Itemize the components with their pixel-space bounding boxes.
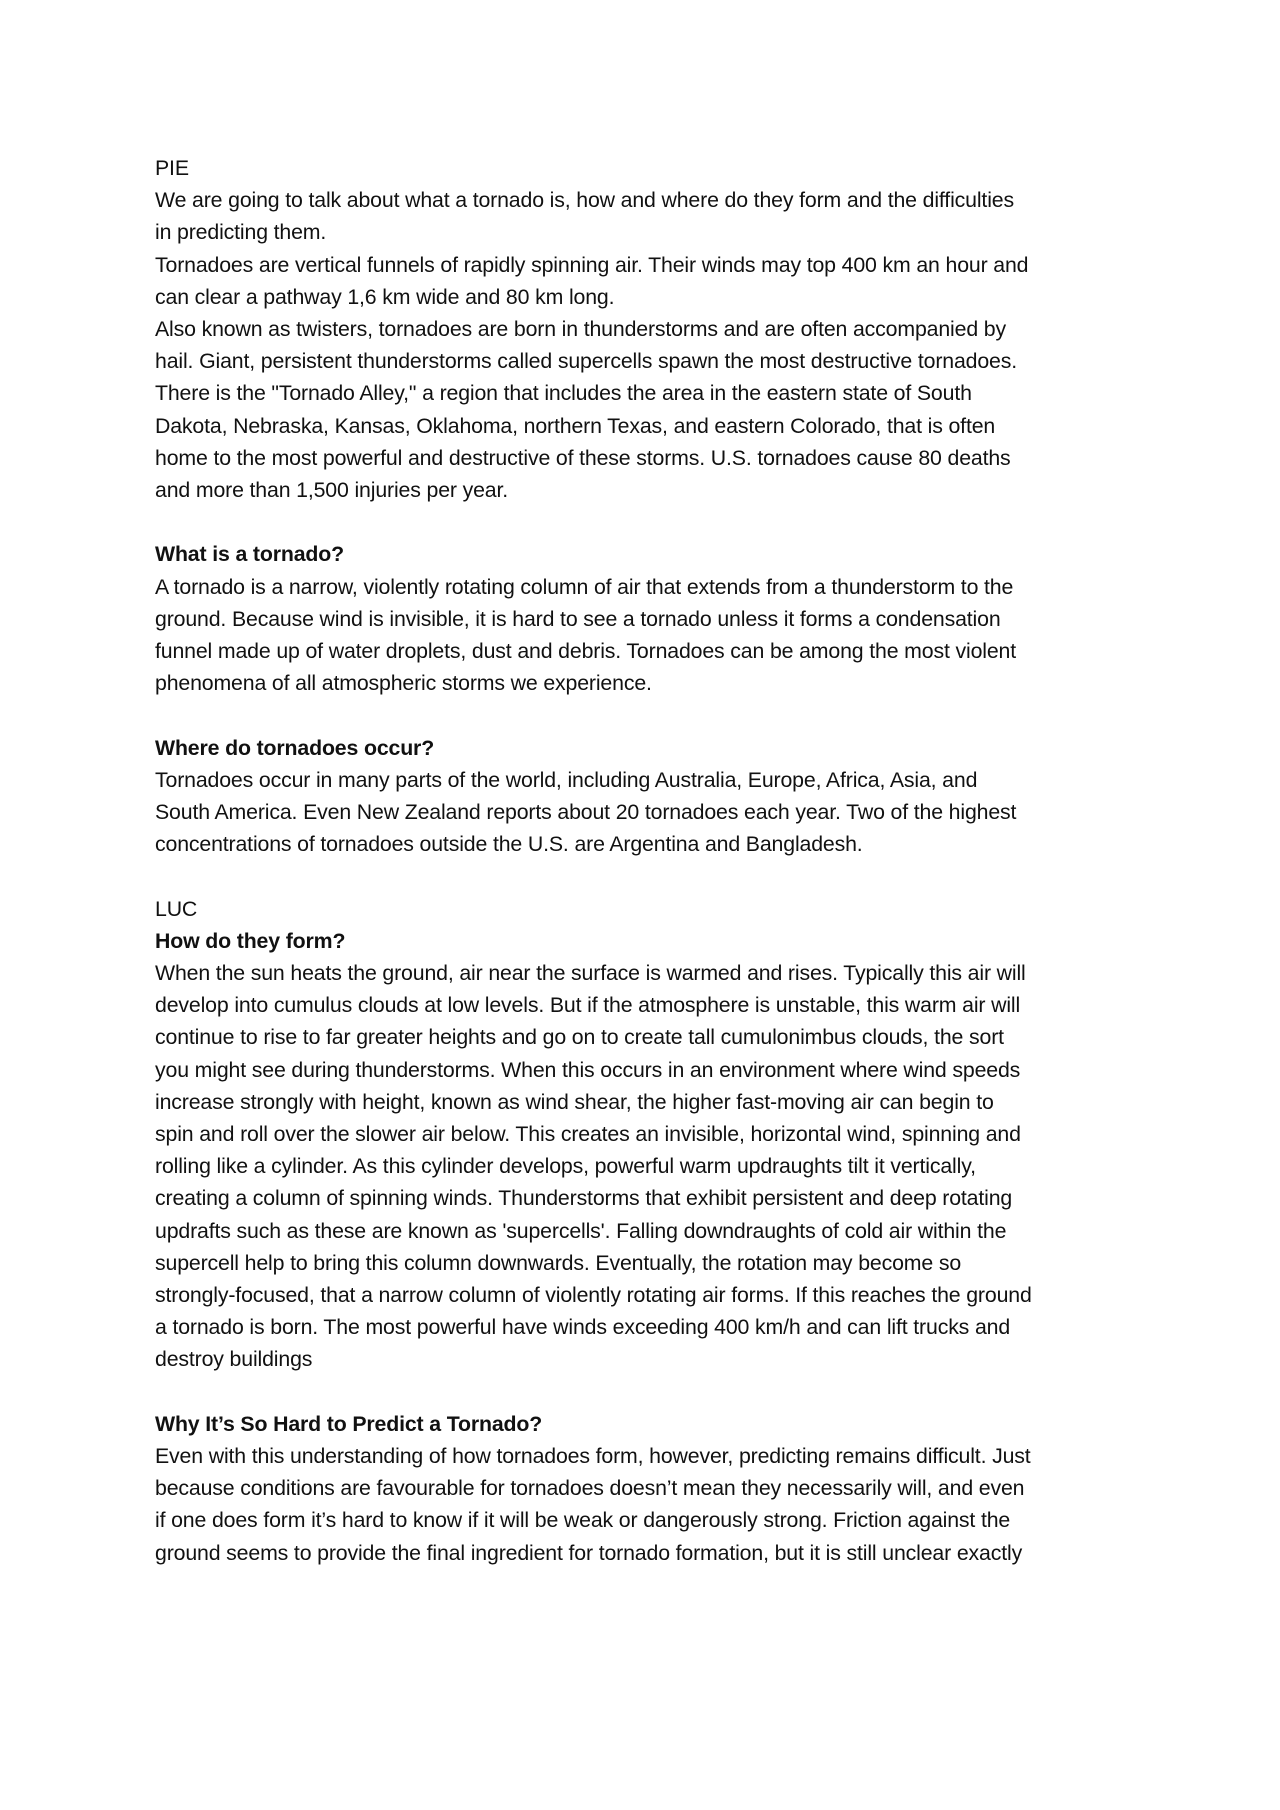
- text-line: you might see during thunderstorms. When this occurs in an environment where wind speeds: [155, 1057, 1021, 1082]
- predict-paragraph: [155, 1440, 1155, 1569]
- text-line: Tornadoes occur in many parts of the world, including Australia, Europe, Africa, Asia, and: [155, 767, 978, 792]
- text-line: concentrations of tornadoes outside the U.S. are Argentina and Bangladesh.: [155, 832, 863, 857]
- what-is-paragraph: [155, 571, 1155, 700]
- text-line: in predicting them.: [155, 220, 327, 245]
- heading-where-do-tornadoes-occur: Where do tornadoes occur?: [155, 735, 435, 760]
- paragraph-spacer: [155, 506, 1155, 538]
- text-line: funnel made up of water droplets, dust and debris. Tornadoes can be among the most violent: [155, 639, 1017, 664]
- text-line: develop into cumulus clouds at low levels. But if the atmosphere is unstable, this warm air will: [155, 993, 1021, 1018]
- text-line: ground. Because wind is invisible, it is hard to see a tornado unless it forms a condensation: [155, 606, 1001, 631]
- heading-why-hard-to-predict: Why It’s So Hard to Predict a Tornado?: [155, 1411, 543, 1436]
- text-line: because conditions are favourable for tornadoes doesn’t mean they necessarily will, and even: [155, 1476, 1025, 1501]
- intro-paragraph: [155, 184, 1155, 506]
- text-line: strongly-focused, that a narrow column of violently rotating air forms. If this reaches the ground: [155, 1283, 1032, 1308]
- text-line: a tornado is born. The most powerful have winds exceeding 400 km/h and can lift trucks and: [155, 1315, 1011, 1340]
- text-line: continue to rise to far greater heights and go on to create tall cumulonimbus clouds, the sort: [155, 1025, 1004, 1050]
- text-line: When the sun heats the ground, air near the surface is warmed and rises. Typically this air will: [155, 961, 1026, 986]
- text-line: Also known as twisters, tornadoes are born in thunderstorms and are often accompanied by: [155, 317, 1006, 342]
- text-line: Tornadoes are vertical funnels of rapidly spinning air. Their winds may top 400 km an hour and: [155, 252, 1029, 277]
- text-line: Dakota, Nebraska, Kansas, Oklahoma, northern Texas, and eastern Colorado, that is often: [155, 413, 996, 438]
- text-line: There is the "Tornado Alley," a region that includes the area in the eastern state of South: [155, 381, 972, 406]
- text-line: ground seems to provide the final ingredient for tornado formation, but it is still unclear exactly: [155, 1540, 1023, 1565]
- text-line: destroy buildings: [155, 1347, 313, 1372]
- text-line: updrafts such as these are known as 'supercells'. Falling downdraughts of cold air within the: [155, 1218, 1007, 1243]
- text-line: rolling like a cylinder. As this cylinder develops, powerful warm updraughts tilt it vertically,: [155, 1154, 976, 1179]
- where-paragraph: [155, 764, 1155, 861]
- text-line: South America. Even New Zealand reports about 20 tornadoes each year. Two of the highest: [155, 800, 1017, 825]
- text-line: hail. Giant, persistent thunderstorms called supercells spawn the most destructive tornadoes.: [155, 349, 1018, 374]
- speaker-label-luc: LUC: [155, 896, 198, 921]
- text-line: Even with this understanding of how tornadoes form, however, predicting remains difficult. Just: [155, 1444, 1031, 1469]
- text-line: A tornado is a narrow, violently rotating column of air that extends from a thunderstorm to the: [155, 574, 1014, 599]
- text-line: creating a column of spinning winds. Thunderstorms that exhibit persistent and deep rotating: [155, 1186, 1013, 1211]
- document-page: [155, 152, 1155, 1569]
- text-line: can clear a pathway 1,6 km wide and 80 km long.: [155, 284, 615, 309]
- paragraph-spacer: [155, 860, 1155, 892]
- heading-what-is-a-tornado: What is a tornado?: [155, 542, 344, 567]
- text-line: We are going to talk about what a tornado is, how and where do they form and the difficulties: [155, 188, 1014, 213]
- text-line: spin and roll over the slower air below. This creates an invisible, horizontal wind, spinning and: [155, 1122, 1021, 1147]
- text-line: phenomena of all atmospheric storms we experience.: [155, 671, 652, 696]
- paragraph-spacer: [155, 699, 1155, 731]
- text-line: home to the most powerful and destructive of these storms. U.S. tornadoes cause 80 deaths: [155, 445, 1011, 470]
- text-line: supercell help to bring this column downwards. Eventually, the rotation may become so: [155, 1250, 962, 1275]
- text-line: and more than 1,500 injuries per year.: [155, 478, 509, 503]
- how-form-paragraph: [155, 957, 1155, 1376]
- text-line: if one does form it’s hard to know if it will be weak or dangerously strong. Friction against the: [155, 1508, 1011, 1533]
- speaker-label-pie: PIE: [155, 156, 189, 180]
- heading-how-do-they-form: How do they form?: [155, 928, 346, 953]
- text-line: increase strongly with height, known as wind shear, the higher fast-moving air can begin to: [155, 1089, 994, 1114]
- paragraph-spacer: [155, 1376, 1155, 1408]
